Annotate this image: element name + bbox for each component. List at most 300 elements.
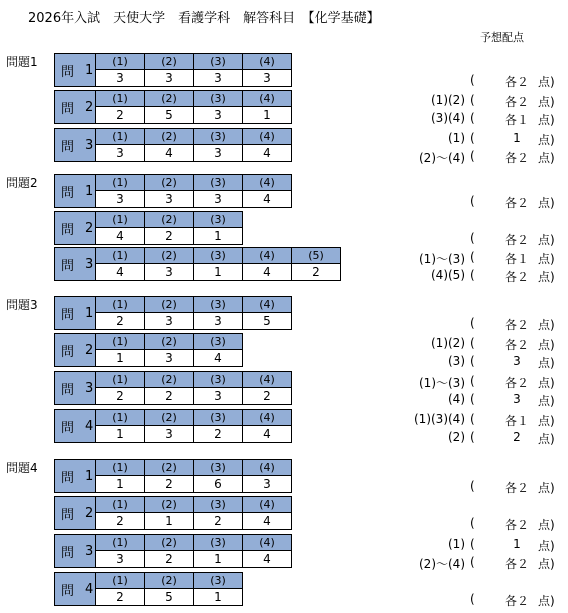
paren-open: ( <box>470 268 475 282</box>
answer-cell <box>194 53 243 87</box>
paren-close: 点) <box>538 376 555 390</box>
answer-cell <box>96 211 145 245</box>
answer-value: 3 <box>243 70 291 86</box>
answer-cell <box>243 128 292 162</box>
answer-cell <box>96 572 145 606</box>
answer-value: 2 <box>96 107 144 123</box>
answer-value: 4 <box>243 264 291 280</box>
points-value: 2 <box>513 430 521 444</box>
paren-open: ( <box>470 516 475 530</box>
paren-close: 点) <box>538 233 555 247</box>
answer-value: 3 <box>145 70 193 86</box>
points-value: 1 <box>513 537 521 551</box>
points-label: (4) <box>448 392 465 406</box>
question-prefix: 問 <box>61 382 75 398</box>
paren-close: 点) <box>538 539 555 553</box>
answer-header: (4) <box>243 497 291 513</box>
paren-open: ( <box>470 73 475 87</box>
answer-header: (3) <box>194 297 242 313</box>
question-number: 1 <box>85 183 94 199</box>
answer-value: 1 <box>243 107 291 123</box>
answer-grid <box>96 534 292 568</box>
answer-value: 2 <box>96 313 144 329</box>
answer-header: (1) <box>96 410 144 426</box>
paren-close: 点) <box>538 414 555 428</box>
points-value: 各２ <box>504 95 529 109</box>
answer-cell <box>194 128 243 162</box>
answer-cell <box>243 459 292 493</box>
question-number: 1 <box>85 468 94 484</box>
answer-header: (3) <box>194 535 242 551</box>
paren-open: ( <box>470 111 475 125</box>
points-value: 3 <box>513 392 521 406</box>
question-prefix: 問 <box>61 583 75 599</box>
answer-cell <box>96 459 145 493</box>
points-value: 各２ <box>504 376 529 390</box>
question-prefix: 問 <box>61 258 75 274</box>
answer-value: 3 <box>145 350 193 366</box>
answer-cell <box>194 174 243 208</box>
answer-value: 1 <box>194 589 242 605</box>
answer-cell <box>145 247 194 281</box>
question-label <box>54 371 96 405</box>
answer-cell <box>145 296 194 330</box>
answer-cell <box>96 90 145 124</box>
question-number: 3 <box>85 256 94 272</box>
points-label: (2) <box>448 430 465 444</box>
answer-cell <box>96 409 145 443</box>
answer-header: (1) <box>96 248 144 264</box>
answer-cell <box>243 247 292 281</box>
paren-close: 点) <box>538 318 555 332</box>
question-prefix: 問 <box>61 139 75 155</box>
paren-close: 点) <box>538 432 555 446</box>
question-label <box>54 53 96 87</box>
points-value: 各２ <box>504 151 529 165</box>
answer-cell <box>145 572 194 606</box>
points-label: (3) <box>448 354 465 368</box>
points-label: (3)(4) <box>431 111 465 125</box>
answer-header: (4) <box>243 175 291 191</box>
answer-cell <box>96 496 145 530</box>
answer-grid <box>96 211 243 245</box>
question-prefix: 問 <box>61 185 75 201</box>
points-value: 各２ <box>504 318 529 332</box>
answer-value: 4 <box>96 228 144 244</box>
answer-value: 1 <box>96 476 144 492</box>
answer-grid <box>96 128 292 162</box>
answer-header: (2) <box>145 297 193 313</box>
answer-value: 2 <box>145 551 193 567</box>
answer-value: 3 <box>194 70 242 86</box>
question-label <box>54 572 96 606</box>
question-number: 1 <box>85 62 94 78</box>
answer-header: (3) <box>194 175 242 191</box>
points-value: 各２ <box>504 233 529 247</box>
points-label: (2)～(4) <box>419 557 465 571</box>
points-label: (1)～(3) <box>419 376 465 390</box>
answer-grid <box>96 53 292 87</box>
answer-header: (2) <box>145 573 193 589</box>
answer-header: (2) <box>145 460 193 476</box>
question-label <box>54 333 96 367</box>
answer-cell <box>145 534 194 568</box>
answer-cell <box>145 53 194 87</box>
question-prefix: 問 <box>61 470 75 486</box>
answer-value: 3 <box>194 388 242 404</box>
answer-header: (1) <box>96 497 144 513</box>
answer-value: 3 <box>96 70 144 86</box>
answer-cell <box>243 371 292 405</box>
answer-header: (1) <box>96 212 144 228</box>
answer-cell <box>145 128 194 162</box>
paren-open: ( <box>470 537 475 551</box>
paren-close: 点) <box>538 113 555 127</box>
answer-value: 1 <box>194 551 242 567</box>
answer-cell <box>96 534 145 568</box>
points-value: 1 <box>513 131 521 145</box>
answer-header: (4) <box>243 248 291 264</box>
paren-close: 点) <box>538 75 555 89</box>
question-prefix: 問 <box>61 101 75 117</box>
answer-cell <box>243 296 292 330</box>
section-label: 問題1 <box>6 55 38 69</box>
answer-value: 3 <box>194 191 242 207</box>
answer-value: 1 <box>145 513 193 529</box>
answer-value: 3 <box>145 264 193 280</box>
answer-cell <box>145 371 194 405</box>
question-prefix: 問 <box>61 64 75 80</box>
question-label <box>54 459 96 493</box>
answer-header: (1) <box>96 91 144 107</box>
answer-header: (1) <box>96 460 144 476</box>
answer-cell <box>96 333 145 367</box>
paren-close: 点) <box>538 394 555 408</box>
paren-close: 点) <box>538 252 555 266</box>
answer-header: (4) <box>243 410 291 426</box>
answer-value: 5 <box>145 107 193 123</box>
answer-value: 2 <box>292 264 340 280</box>
answer-cell <box>96 128 145 162</box>
answer-cell <box>145 174 194 208</box>
answer-grid <box>96 496 292 530</box>
answer-header: (3) <box>194 372 242 388</box>
answer-value: 4 <box>243 551 291 567</box>
question-number: 3 <box>85 137 94 153</box>
paren-open: ( <box>470 250 475 264</box>
answer-value: 3 <box>194 107 242 123</box>
answer-cell <box>96 371 145 405</box>
question-number: 2 <box>85 220 94 236</box>
answer-cell <box>243 534 292 568</box>
answer-value: 4 <box>243 513 291 529</box>
answer-cell <box>243 409 292 443</box>
answer-value: 6 <box>194 476 242 492</box>
answer-cell <box>194 247 243 281</box>
points-value: 各２ <box>504 338 529 352</box>
answer-header: (3) <box>194 91 242 107</box>
answer-header: (2) <box>145 212 193 228</box>
answer-cell <box>243 53 292 87</box>
question-label <box>54 247 96 281</box>
answer-cell <box>194 90 243 124</box>
points-label: (1)(2) <box>431 336 465 350</box>
answer-header: (4) <box>243 129 291 145</box>
question-number: 3 <box>85 543 94 559</box>
points-label: (2)～(4) <box>419 151 465 165</box>
answer-header: (5) <box>292 248 340 264</box>
points-label: (4)(5) <box>431 268 465 282</box>
question-number: 2 <box>85 505 94 521</box>
answer-value: 5 <box>145 589 193 605</box>
answer-header: (2) <box>145 410 193 426</box>
answer-cell <box>96 174 145 208</box>
answer-header: (2) <box>145 372 193 388</box>
answer-header: (1) <box>96 372 144 388</box>
answer-header: (1) <box>96 297 144 313</box>
answer-header: (2) <box>145 175 193 191</box>
points-value: 各２ <box>504 196 529 210</box>
question-number: 1 <box>85 305 94 321</box>
question-number: 2 <box>85 99 94 115</box>
answer-value: 5 <box>243 313 291 329</box>
paren-close: 点) <box>538 338 555 352</box>
answer-value: 2 <box>243 388 291 404</box>
paren-open: ( <box>470 194 475 208</box>
answer-cell <box>194 534 243 568</box>
question-label <box>54 211 96 245</box>
question-label <box>54 496 96 530</box>
points-value: 各２ <box>504 594 529 608</box>
paren-open: ( <box>470 592 475 606</box>
answer-header: (1) <box>96 54 144 70</box>
answer-value: 1 <box>96 426 144 442</box>
paren-open: ( <box>470 392 475 406</box>
answer-grid <box>96 247 341 281</box>
expected-points-heading: 予想配点 <box>480 31 524 44</box>
answer-value: 3 <box>194 313 242 329</box>
answer-value: 4 <box>96 264 144 280</box>
answer-value: 1 <box>194 264 242 280</box>
answer-header: (3) <box>194 573 242 589</box>
answer-header: (2) <box>145 129 193 145</box>
answer-value: 3 <box>96 145 144 161</box>
answer-value: 4 <box>243 145 291 161</box>
answer-header: (3) <box>194 248 242 264</box>
paren-close: 点) <box>538 151 555 165</box>
answer-value: 2 <box>194 426 242 442</box>
paren-open: ( <box>470 336 475 350</box>
answer-value: 2 <box>145 388 193 404</box>
answer-header: (2) <box>145 54 193 70</box>
answer-header: (1) <box>96 129 144 145</box>
paren-open: ( <box>470 316 475 330</box>
points-value: 各１ <box>504 252 529 266</box>
answer-header: (1) <box>96 573 144 589</box>
question-label <box>54 534 96 568</box>
paren-open: ( <box>470 149 475 163</box>
question-prefix: 問 <box>61 344 75 360</box>
answer-header: (3) <box>194 129 242 145</box>
answer-cell <box>194 409 243 443</box>
answer-grid <box>96 174 292 208</box>
answer-header: (1) <box>96 535 144 551</box>
answer-cell <box>194 211 243 245</box>
answer-cell <box>145 90 194 124</box>
question-label <box>54 296 96 330</box>
points-value: 各２ <box>504 518 529 532</box>
question-label <box>54 90 96 124</box>
answer-cell <box>243 496 292 530</box>
answer-header: (4) <box>243 460 291 476</box>
answer-header: (4) <box>243 372 291 388</box>
question-number: 3 <box>85 380 94 396</box>
answer-value: 4 <box>145 145 193 161</box>
answer-cell <box>96 53 145 87</box>
answer-header: (3) <box>194 54 242 70</box>
answer-header: (4) <box>243 91 291 107</box>
paren-open: ( <box>470 412 475 426</box>
answer-value: 1 <box>194 228 242 244</box>
answer-header: (3) <box>194 410 242 426</box>
question-prefix: 問 <box>61 420 75 436</box>
answer-grid <box>96 409 292 443</box>
question-label <box>54 174 96 208</box>
page-title: 2026年入試 天使大学 看護学科 解答科目 【化学基礎】 <box>28 11 380 26</box>
paren-open: ( <box>470 93 475 107</box>
question-number: 4 <box>85 581 94 597</box>
answer-value: 4 <box>194 350 242 366</box>
answer-grid <box>96 333 243 367</box>
paren-close: 点) <box>538 518 555 532</box>
answer-cell <box>194 371 243 405</box>
paren-open: ( <box>470 479 475 493</box>
answer-value: 4 <box>243 426 291 442</box>
answer-value: 2 <box>96 513 144 529</box>
answer-grid <box>96 296 292 330</box>
answer-value: 2 <box>96 589 144 605</box>
paren-open: ( <box>470 374 475 388</box>
answer-header: (3) <box>194 212 242 228</box>
answer-header: (2) <box>145 334 193 350</box>
answer-header: (3) <box>194 334 242 350</box>
answer-value: 2 <box>96 388 144 404</box>
answer-grid <box>96 371 292 405</box>
answer-cell <box>194 333 243 367</box>
points-label: (1)～(3) <box>419 252 465 266</box>
points-value: 各１ <box>504 414 529 428</box>
answer-cell <box>194 296 243 330</box>
answer-value: 3 <box>96 191 144 207</box>
answer-value: 3 <box>145 426 193 442</box>
question-prefix: 問 <box>61 545 75 561</box>
points-value: 3 <box>513 354 521 368</box>
points-label: (1) <box>448 537 465 551</box>
paren-open: ( <box>470 131 475 145</box>
points-value: 各２ <box>504 270 529 284</box>
paren-close: 点) <box>538 481 555 495</box>
answer-cell <box>96 247 145 281</box>
answer-header: (2) <box>145 91 193 107</box>
question-label <box>54 128 96 162</box>
paren-close: 点) <box>538 196 555 210</box>
answer-grid <box>96 90 292 124</box>
paren-open: ( <box>470 231 475 245</box>
answer-grid <box>96 459 292 493</box>
paren-close: 点) <box>538 557 555 571</box>
answer-header: (3) <box>194 460 242 476</box>
section-label: 問題4 <box>6 461 38 475</box>
answer-value: 2 <box>145 228 193 244</box>
answer-cell <box>194 496 243 530</box>
paren-open: ( <box>470 354 475 368</box>
answer-header: (4) <box>243 54 291 70</box>
paren-close: 点) <box>538 95 555 109</box>
answer-cell <box>292 247 341 281</box>
answer-value: 4 <box>243 191 291 207</box>
points-value: 各２ <box>504 75 529 89</box>
paren-close: 点) <box>538 356 555 370</box>
answer-header: (4) <box>243 297 291 313</box>
answer-cell <box>194 459 243 493</box>
answer-value: 2 <box>145 476 193 492</box>
paren-close: 点) <box>538 270 555 284</box>
answer-cell <box>194 572 243 606</box>
answer-cell <box>145 496 194 530</box>
answer-value: 3 <box>243 476 291 492</box>
answer-cell <box>243 174 292 208</box>
section-label: 問題2 <box>6 176 38 190</box>
answer-value: 3 <box>145 313 193 329</box>
answer-header: (1) <box>96 175 144 191</box>
section-label: 問題3 <box>6 298 38 312</box>
answer-value: 2 <box>194 513 242 529</box>
answer-cell <box>243 90 292 124</box>
answer-value: 3 <box>194 145 242 161</box>
answer-value: 1 <box>96 350 144 366</box>
answer-cell <box>145 409 194 443</box>
points-value: 各２ <box>504 481 529 495</box>
question-prefix: 問 <box>61 307 75 323</box>
answer-header: (1) <box>96 334 144 350</box>
question-prefix: 問 <box>61 507 75 523</box>
points-label: (1)(3)(4) <box>414 412 465 426</box>
answer-header: (3) <box>194 497 242 513</box>
points-label: (1) <box>448 131 465 145</box>
question-label <box>54 409 96 443</box>
paren-open: ( <box>470 430 475 444</box>
answer-value: 3 <box>96 551 144 567</box>
paren-close: 点) <box>538 594 555 608</box>
answer-cell <box>145 211 194 245</box>
answer-header: (2) <box>145 497 193 513</box>
answer-cell <box>96 296 145 330</box>
question-prefix: 問 <box>61 222 75 238</box>
answer-cell <box>145 333 194 367</box>
answer-cell <box>145 459 194 493</box>
answer-grid <box>96 572 243 606</box>
answer-header: (2) <box>145 535 193 551</box>
paren-close: 点) <box>538 133 555 147</box>
points-value: 各１ <box>504 113 529 127</box>
answer-value: 3 <box>145 191 193 207</box>
paren-open: ( <box>470 555 475 569</box>
question-number: 2 <box>85 342 94 358</box>
answer-header: (4) <box>243 535 291 551</box>
points-label: (1)(2) <box>431 93 465 107</box>
points-value: 各２ <box>504 557 529 571</box>
answer-header: (2) <box>145 248 193 264</box>
